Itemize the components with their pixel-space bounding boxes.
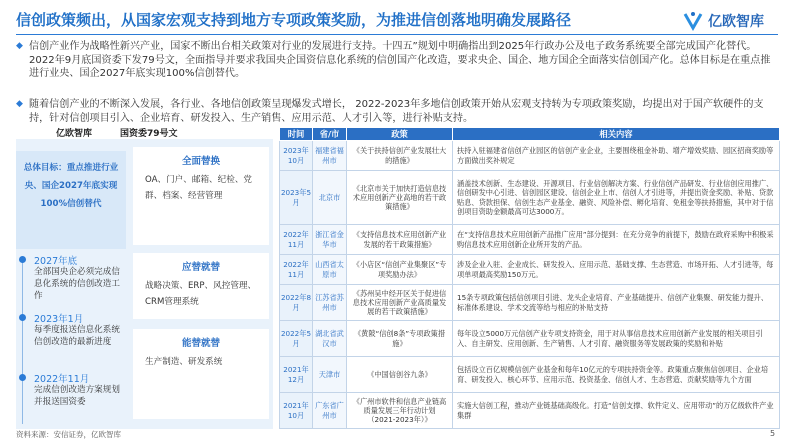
cell-content: 在“支持信息技术应用创新产品推广应用”部分提到：在充分竞争的前提下，鼓励在政府采购中积极采购信息技术应用创新企业所开发的产品。	[453, 225, 780, 255]
cell-content: 扶持入驻福建省信创产业园区的信创产业企业，主要围绕租金补助、增产增效奖励、园区招商奖励等方面做出奖补规定	[453, 141, 780, 171]
cell-content: 涉及企业入驻、企业成长、研发投入、应用示范、基础支撑、生态营造、市场开拓、人才引进等，每项单项最高奖励150万元。	[453, 255, 780, 285]
cell-location: 江苏省苏州市	[313, 285, 347, 321]
timeline-date: 2022年11月	[34, 374, 90, 385]
table-row	[280, 393, 780, 429]
cell-time: 2022年11月	[280, 255, 313, 285]
cell-policy: 《黄陂“信创8条”专项政策措施》	[347, 321, 453, 357]
category-systems: OA、门户、邮箱、纪检、党群、档案、经营管理	[145, 175, 253, 201]
cell-policy: 《小店区“信创产业集聚区”专项奖励办法》	[347, 255, 453, 285]
overall-goal-box: 总体目标：重点推进行业央、国企2027年底实现100%信创替代	[16, 151, 126, 249]
cell-time: 2021年10月	[280, 393, 313, 429]
brand-logo	[682, 9, 782, 33]
cell-location: 山西省太原市	[313, 255, 347, 285]
timeline-line	[22, 259, 23, 424]
cell-policy: 《北京市关于加快打造信息技术应用创新产业高地的若干政策措施》	[347, 171, 453, 225]
title-divider	[16, 34, 778, 35]
cell-time: 2023年5月	[280, 171, 313, 225]
timeline-date: 2023年1月	[34, 314, 84, 325]
table-row	[280, 357, 780, 393]
cell-location: 北京市	[313, 171, 347, 225]
cell-content: 包括设立百亿规模信创产业基金和每年10亿元的专项扶持资金等。政策重点聚焦信创项目、企业培育、研发投入、核心环节、应用示范、投资基金、信创人才、生态营造、贡献奖励等九个方面	[453, 357, 780, 393]
cell-content: 每年设立5000万元信创产业专项支持资金，用于对从事信息技术应用创新产业发展的相关项目引入、自主研发、应用创新、生产销售、人才引育、融资服务等发展政策的奖励和补贴	[453, 321, 780, 357]
cell-policy: 《支持信息技术应用创新产业发展的若干政策措施》	[347, 225, 453, 255]
cell-content: 15条专项政策包括信创项目引进、龙头企业培育、产业基础提升、信创产业集聚、研发能力提升、标准体系建设、学术交流等给与相应的补贴支持	[453, 285, 780, 321]
table-row	[280, 285, 780, 321]
table-row	[280, 225, 780, 255]
doc79-panel	[16, 139, 273, 429]
column-header-content: 相关内容	[453, 128, 780, 141]
brand-name: 亿欧智库	[708, 14, 764, 30]
column-header-location: 省/市	[313, 128, 347, 141]
category-full-replacement	[133, 147, 269, 245]
timeline-date: 2027年底	[34, 256, 78, 267]
category-title: 全面替换	[181, 156, 220, 167]
table-row	[280, 141, 780, 171]
category-can-replace	[133, 329, 269, 419]
timeline-description: 完成信创改造方案规划并报送国资委	[34, 385, 120, 408]
cell-content: 涵盖技术创新、生态建设、开源项目、行业信创解决方案、行业信创产品研发、行业信创应用推广、信创研发中心引进、信创园区建设、信创企业上市、信创人才引进等，并提出资金奖励、补贴、贷款贴息、贷款担保、信创生态产业基金、融资、风险补偿、孵化培育、免租金等扶持措施，其中对于信创项目资助金额最高可达3000万。	[453, 171, 780, 225]
cell-time: 2021年12月	[280, 357, 313, 393]
cell-time: 2023年10月	[280, 141, 313, 171]
yiou-logo-icon	[682, 10, 704, 32]
cell-content: 实施大信创工程，推动产业链基础高级化。打造“信创支撑、软件定义、应用带动”的万亿级软件产业集群	[453, 393, 780, 429]
cell-policy: 《广州市软件和信息产业链高质量发展三年行动计划（2021-2023年）》	[347, 393, 453, 429]
column-header-policy: 政策	[347, 128, 453, 141]
category-title: 应替就替	[181, 262, 220, 273]
diamond-bullet-icon: ◆	[16, 99, 23, 109]
cell-location: 天津市	[313, 357, 347, 393]
category-should-replace	[133, 253, 269, 319]
timeline-dot-icon	[19, 374, 26, 381]
cell-time: 2022年5月	[280, 321, 313, 357]
cell-time: 2022年8月	[280, 285, 313, 321]
column-header-time: 时间	[280, 128, 313, 141]
left-header-document: 国资委79号文	[120, 129, 178, 139]
cell-location: 湖北省武汉市	[313, 321, 347, 357]
table-row	[280, 321, 780, 357]
timeline-description: 每季度报送信息化系统信创改造的最新进度	[34, 325, 120, 348]
timeline-dot-icon	[19, 256, 26, 263]
source-note: 资料来源：安信证券，亿欧智库	[16, 430, 121, 439]
page-title: 信创政策频出，从国家宏观支持到地方专项政策奖励，为推进信创落地明确发展路径	[16, 11, 572, 29]
page-number: 5	[770, 429, 776, 438]
milestone-timeline	[16, 253, 126, 429]
timeline-description: 全部国央企必须完成信息化系统的信创改造工作	[34, 267, 120, 302]
table-header-row	[280, 128, 780, 141]
cell-location: 广东省广州市	[313, 393, 347, 429]
category-systems: 战略决策、ERP、风控管理、CRM管理系统	[145, 281, 257, 307]
category-systems: 生产制造、研发系统	[145, 357, 223, 367]
table-row	[280, 255, 780, 285]
cell-policy: 《中国信创谷九条》	[347, 357, 453, 393]
left-header-source: 亿欧智库	[56, 129, 93, 139]
cell-policy: 《关于扶持信创产业发展壮大的措施》	[347, 141, 453, 171]
category-title: 能替就替	[181, 338, 220, 349]
policy-trend-paragraph-text: 随着信创产业的不断深入发展，各行业、各地信创政策呈现爆发式增长， 2022-2023年多地信创政策开始从宏观支持转为专项政策奖励，均提出对于国产软硬件的支持，针对信创项目引入、企业培育、研发投入、生产销售、应用示范、人才引入等，进行补贴支持。	[29, 99, 764, 124]
cell-location: 浙江省金华市	[313, 225, 347, 255]
cell-location: 福建省福州市	[313, 141, 347, 171]
local-policy-table	[279, 127, 780, 429]
policy-table-wrapper	[279, 127, 779, 429]
timeline-dot-icon	[19, 314, 26, 321]
intro-paragraph-text: 信创产业作为战略性新兴产业，国家不断出台相关政策对行业的发展进行支持。十四五”规划中明确指出到2025年行政办公及电子政务系统要全部完成国产化替代。2022年9月底国资委下发79号文，全面指导并要求我国央企国资信息化系统的信创国产化改造，要求央企、国企、地方国企全面落实信创国产化。总体目标是在重点推进行业央、国企2027年底实现100%信创替代。	[29, 41, 771, 80]
table-row	[280, 171, 780, 225]
diamond-bullet-icon: ◆	[16, 41, 23, 51]
cell-policy: 《苏州吴中经开区关于促进信息技术应用创新产业高质量发展的若干政策措施》	[347, 285, 453, 321]
cell-time: 2022年11月	[280, 225, 313, 255]
